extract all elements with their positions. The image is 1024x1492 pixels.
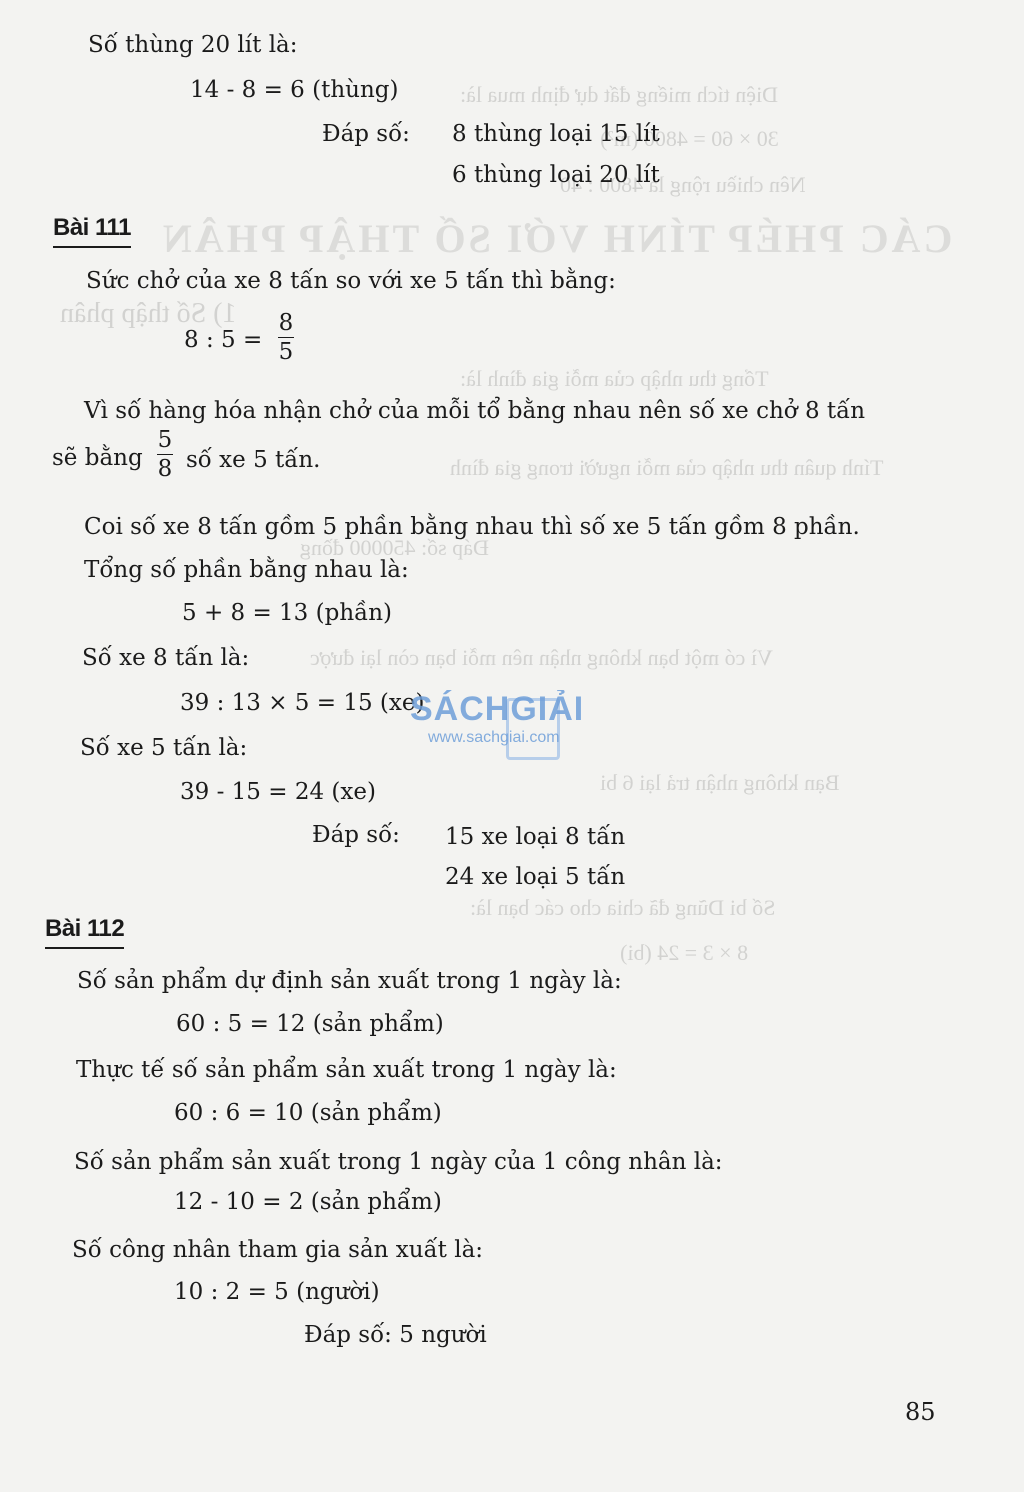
exercise-heading: Bài 111 (53, 214, 131, 248)
fraction-bar (157, 454, 173, 455)
show-through-text: 30 × 60 = 4800 (m²) (600, 126, 779, 151)
show-through-text: Vì có một bạn không nhận nên mỗi bạn còn lại được (310, 645, 773, 670)
text-line: Số công nhân tham gia sản xuất là: (72, 1237, 484, 1263)
watermark-brand: SÁCHGIẢI (410, 690, 585, 728)
equation: 39 - 15 = 24 (xe) (180, 779, 376, 805)
fraction (157, 427, 173, 482)
text-line: Coi số xe 8 tấn gồm 5 phần bằng nhau thì số xe 5 tấn gồm 8 phần. (84, 514, 860, 540)
answer-label: Đáp số: (322, 121, 410, 147)
text-line: Số xe 8 tấn là: (82, 645, 250, 671)
equation: 8 : 5 = (184, 327, 263, 353)
equation: 12 - 10 = 2 (sản phẩm) (174, 1189, 442, 1215)
answer-line: Đáp số: 5 người (304, 1322, 487, 1348)
fraction (278, 310, 294, 365)
text-line: sẽ bằng (52, 445, 143, 471)
text-line: Sức chở của xe 8 tấn so với xe 5 tấn thì bằng: (86, 268, 616, 294)
watermark-url: www.sachgiai.com (428, 729, 560, 746)
show-through-text: 1) Số thập phân (60, 298, 237, 329)
exercise-heading: Bài 112 (45, 915, 124, 949)
text-line: Thực tế số sản phẩm sản xuất trong 1 ngày là: (76, 1057, 617, 1083)
fraction-bar (278, 337, 294, 338)
fraction-denominator: 8 (157, 456, 173, 482)
text-line: Vì số hàng hóa nhận chở của mỗi tổ bằng nhau nên số xe chở 8 tấn (84, 398, 866, 424)
equation: 60 : 5 = 12 (sản phẩm) (176, 1011, 444, 1037)
fraction-numerator: 8 (278, 310, 294, 336)
watermark (410, 690, 610, 747)
equation: 14 - 8 = 6 (thùng) (190, 77, 399, 103)
text-line: số xe 5 tấn. (186, 447, 321, 473)
equation: 10 : 2 = 5 (người) (174, 1279, 380, 1305)
show-through-text: Diện tích miếng đất dự định mua là: (460, 82, 779, 107)
answer-value: 8 thùng loại 15 lít (452, 121, 660, 147)
show-through-text: Nên chiều rộng là 4800 : 40 (560, 172, 806, 197)
show-through-text: Bạn không nhận trả lại 6 bi (600, 770, 840, 795)
equation: 60 : 6 = 10 (sản phẩm) (174, 1100, 442, 1126)
fraction-numerator: 5 (157, 427, 173, 453)
text-line: Số xe 5 tấn là: (80, 735, 248, 761)
page-number: 85 (905, 1398, 936, 1426)
show-through-text: Tổng thu nhập của mỗi gia đình là: (460, 366, 769, 391)
text-line: Số sản phẩm sản xuất trong 1 ngày của 1 công nhân là: (74, 1149, 723, 1175)
equation: 39 : 13 × 5 = 15 (xe) (180, 690, 425, 716)
show-through-text: Đáp số: 450000 đồng (300, 535, 489, 560)
show-through-text: Tính quân thu nhập của mỗi người trong gia đình (450, 455, 884, 480)
text-line: Số sản phẩm dự định sản xuất trong 1 ngày là: (77, 968, 622, 994)
answer-value: 24 xe loại 5 tấn (445, 864, 626, 890)
fraction-denominator: 5 (278, 339, 294, 365)
answer-value: 6 thùng loại 20 lít (452, 162, 660, 188)
text-line: Tổng số phần bằng nhau là: (84, 557, 409, 583)
text-line: Số thùng 20 lít là: (88, 32, 298, 58)
answer-label: Đáp số: (312, 822, 400, 848)
show-through-text: Số bi Dũng đã chia cho các bạn là: (470, 895, 776, 920)
show-through-text: CÁC PHÉP TÍNH VỚI SỐ THẬP PHÂN (160, 216, 953, 261)
show-through-text: 8 × 3 = 24 (bi) (620, 940, 749, 965)
equation: 5 + 8 = 13 (phần) (182, 600, 393, 626)
answer-value: 15 xe loại 8 tấn (445, 824, 626, 850)
